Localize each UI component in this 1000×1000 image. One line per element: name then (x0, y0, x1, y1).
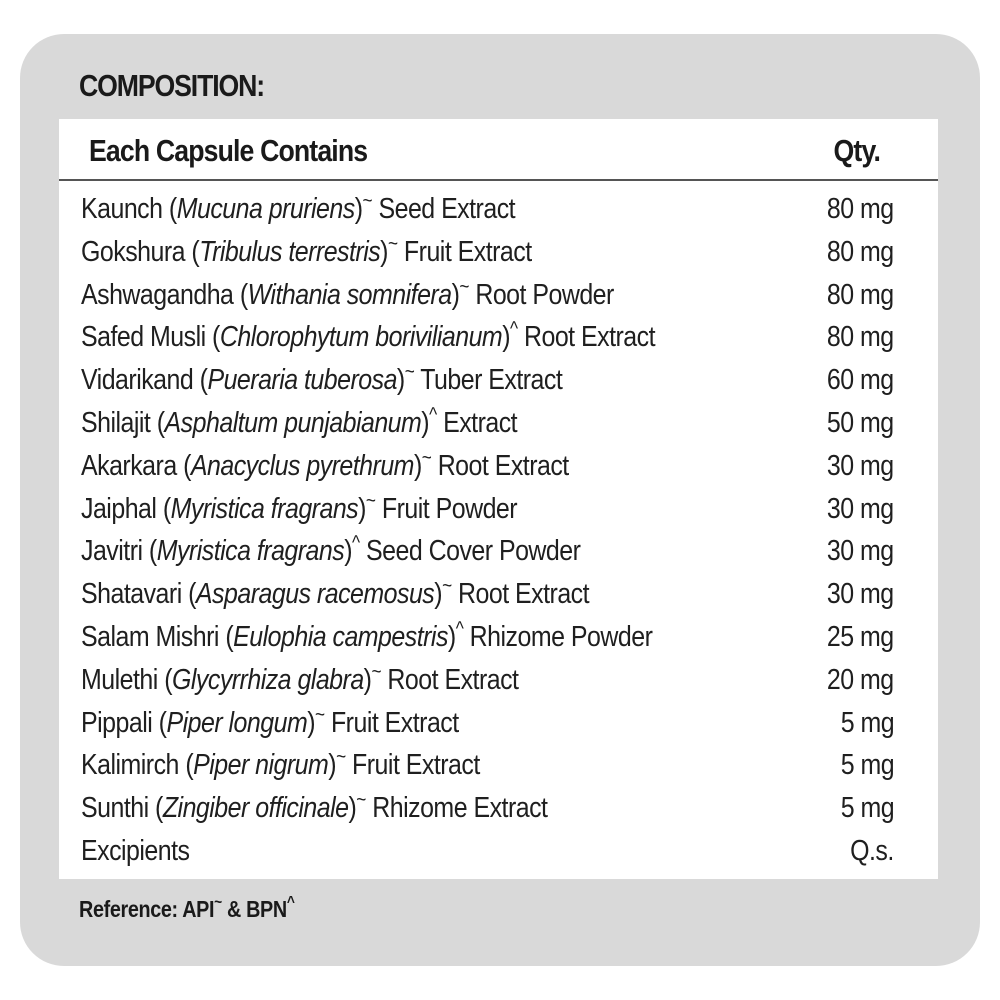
table-row (59, 788, 938, 831)
ingredient-part: Rhizome Powder (463, 620, 653, 653)
ingredient-part: Fruit Extract (345, 749, 480, 782)
ingredient-qty: 5 mg (840, 792, 894, 825)
ingredient-common-name: Jaiphal ( (81, 492, 171, 525)
ingredient-part: Seed Cover Powder (359, 535, 581, 568)
table-row (59, 403, 938, 446)
ingredient-part: Root Powder (468, 278, 614, 311)
header-quantity: Qty. (833, 133, 880, 168)
table-row (59, 189, 938, 232)
reference-label: Reference: API (79, 896, 215, 922)
ingredient-botanical-name: Piper longum (166, 706, 308, 739)
table-row (59, 232, 938, 275)
table-row (59, 360, 938, 403)
ingredient-part: Seed Extract (372, 193, 516, 225)
ingredient-name: Kalimirch (Piper nigrum)~ Fruit Extract (81, 746, 480, 782)
ingredient-common-name: Salam Mishri ( (81, 620, 234, 653)
ingredient-qty: Q.s. (850, 834, 894, 867)
ingredient-common-name: Safed Musli ( (81, 321, 220, 354)
ingredient-qty: 30 mg (827, 492, 894, 525)
ingredient-botanical-name: Tribulus terrestris (199, 235, 381, 268)
ingredient-botanical-name: Asparagus racemosus (195, 578, 435, 611)
reference-api-mark: ~ (214, 894, 222, 911)
ingredient-qty: 5 mg (840, 706, 894, 739)
ingredient-name: Shatavari (Asparagus racemosus)~ Root Extract (81, 575, 590, 611)
ingredient-name: Kaunch (Mucuna pruriens)~ Seed Extract (81, 190, 516, 225)
reference-mark: ~ (365, 489, 376, 512)
ingredient-name: Shilajit (Asphaltum punjabianum)^ Extract (81, 403, 518, 439)
table-row (59, 489, 938, 532)
ingredient-name: Salam Mishri (Eulophia campestris)^ Rhizome Powder (81, 617, 653, 653)
reference-mark: ~ (404, 361, 415, 384)
table-row (59, 446, 938, 489)
ingredient-common-name: Shatavari ( (81, 578, 196, 611)
ingredient-botanical-name: Asphaltum punjabianum (164, 406, 422, 439)
ingredient-botanical-name: Anacyclus pyrethrum (190, 449, 414, 482)
ingredient-qty: 30 mg (827, 449, 894, 482)
ingredient-name: Akarkara (Anacyclus pyrethrum)~ Root Extract (81, 446, 569, 482)
table-body (59, 189, 938, 874)
reference-mark: ~ (356, 789, 366, 812)
ingredient-botanical-name: Pueraria tuberosa (207, 364, 397, 397)
ingredient-qty: 80 mg (827, 235, 894, 268)
ingredient-common-name: Gokshura ( (81, 235, 200, 268)
ingredient-name: Mulethi (Glycyrrhiza glabra)~ Root Extract (81, 660, 519, 696)
ingredient-name: Gokshura (Tribulus terrestris)~ Fruit Extract (81, 232, 532, 268)
reference-note (79, 896, 295, 923)
ingredient-qty: 50 mg (827, 406, 894, 439)
reference-mark: ~ (387, 232, 398, 255)
ingredient-part: Tuber Extract (414, 364, 563, 397)
reference-mark: ^ (509, 318, 518, 341)
composition-heading: COMPOSITION: (79, 68, 265, 103)
ingredient-botanical-name: Glycyrrhiza glabra (171, 663, 364, 696)
ingredient-botanical-name: Mucuna pruriens (176, 193, 355, 225)
ingredient-part: Fruit Extract (324, 706, 459, 739)
ingredient-common-name: Mulethi ( (81, 663, 172, 696)
ingredient-qty: 20 mg (827, 663, 894, 696)
ingredient-common-name: Excipients (81, 834, 190, 867)
ingredient-common-name: Sunthi ( (81, 792, 163, 825)
ingredient-botanical-name: Zingiber officinale (162, 792, 349, 825)
table-row (59, 831, 938, 874)
ingredient-botanical-name: Withania somnifera (247, 278, 452, 311)
ingredient-part: Root Extract (431, 449, 569, 482)
ingredient-part: Rhizome Extract (365, 792, 548, 825)
ingredient-qty: 30 mg (827, 535, 894, 568)
table-row (59, 275, 938, 318)
composition-table (59, 119, 938, 879)
header-ingredients: Each Capsule Contains (89, 133, 368, 168)
table-row (59, 703, 938, 746)
ingredient-common-name: Vidarikand ( (81, 364, 208, 397)
ingredient-qty: 60 mg (827, 364, 894, 397)
ingredient-part: Extract (436, 406, 518, 439)
table-header (59, 119, 938, 181)
ingredient-part: Root Extract (381, 663, 519, 696)
ingredient-qty: 25 mg (827, 620, 894, 653)
ingredient-qty: 80 mg (827, 321, 894, 354)
reference-middle: & BPN (221, 896, 287, 922)
table-row (59, 317, 938, 360)
ingredient-part: Fruit Powder (375, 492, 518, 525)
ingredient-part: Root Extract (451, 578, 590, 611)
ingredient-qty: 80 mg (827, 278, 894, 311)
ingredient-name (81, 835, 190, 868)
reference-mark: ^ (455, 617, 464, 640)
ingredient-name: Javitri (Myristica fragrans)^ Seed Cover Powder (81, 532, 581, 568)
reference-bpn-mark: ^ (286, 894, 295, 911)
reference-mark: ^ (352, 532, 360, 555)
table-row (59, 531, 938, 574)
ingredient-botanical-name: Piper nigrum (193, 749, 329, 782)
reference-mark: ~ (442, 575, 452, 598)
ingredient-name: Safed Musli (Chlorophytum borivilianum)^ Root Extract (81, 318, 656, 354)
reference-mark: ^ (429, 403, 437, 426)
table-row (59, 660, 938, 703)
reference-mark: ~ (421, 446, 432, 469)
reference-mark: ~ (459, 275, 469, 298)
table-row (59, 745, 938, 788)
ingredient-name: Vidarikand (Pueraria tuberosa)~ Tuber Extract (81, 361, 563, 397)
reference-mark: ~ (336, 746, 346, 769)
ingredient-part: Fruit Extract (397, 235, 532, 268)
ingredient-name: Jaiphal (Myristica fragrans)~ Fruit Powder (81, 489, 518, 525)
ingredient-name: Ashwagandha (Withania somnifera)~ Root Powder (81, 275, 614, 311)
ingredient-name: Pippali (Piper longum)~ Fruit Extract (81, 703, 459, 739)
reference-mark: ~ (362, 190, 373, 212)
ingredient-qty: 30 mg (827, 578, 894, 611)
ingredient-common-name: Pippali ( (81, 706, 167, 739)
ingredient-common-name: Kaunch ( (81, 193, 177, 225)
table-row (59, 574, 938, 617)
ingredient-common-name: Javitri ( (81, 535, 157, 568)
ingredient-qty: 80 mg (827, 193, 894, 225)
ingredient-part: Root Extract (517, 321, 656, 354)
ingredient-botanical-name: Chlorophytum borivilianum (219, 321, 503, 354)
reference-mark: ~ (315, 703, 325, 726)
ingredient-botanical-name: Myristica fragrans (170, 492, 359, 525)
ingredient-common-name: Kalimirch ( (81, 749, 194, 782)
ingredient-common-name: Akarkara ( (81, 449, 191, 482)
ingredient-common-name: Ashwagandha ( (81, 278, 248, 311)
table-row (59, 617, 938, 660)
ingredient-name: Sunthi (Zingiber officinale)~ Rhizome Extract (81, 789, 548, 825)
ingredient-common-name: Shilajit ( (81, 406, 165, 439)
ingredient-botanical-name: Eulophia campestris (233, 620, 448, 653)
reference-mark: ~ (371, 660, 382, 683)
ingredient-botanical-name: Myristica fragrans (156, 535, 345, 568)
ingredient-qty: 5 mg (840, 749, 894, 782)
